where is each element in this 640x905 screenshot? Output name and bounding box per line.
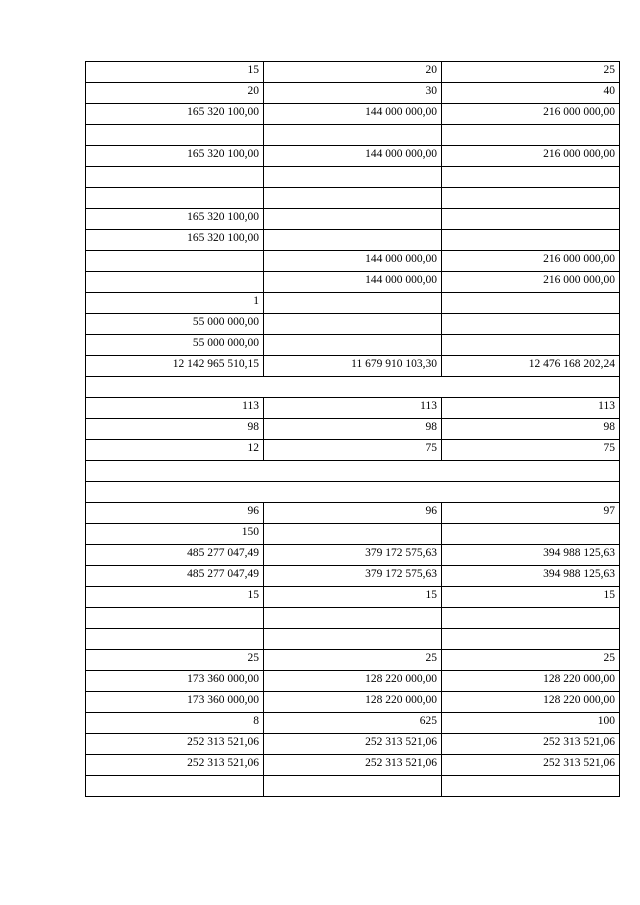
table-cell: 40 bbox=[442, 83, 620, 104]
table-cell: 485 277 047,49 bbox=[86, 566, 264, 587]
table-row bbox=[86, 545, 620, 566]
table-row bbox=[86, 398, 620, 419]
table-cell: 15 bbox=[86, 587, 264, 608]
table-cell bbox=[442, 293, 620, 314]
table-cell: 144 000 000,00 bbox=[264, 104, 442, 125]
table-cell bbox=[442, 167, 620, 188]
table-row bbox=[86, 272, 620, 293]
table-cell: 252 313 521,06 bbox=[264, 755, 442, 776]
table-cell bbox=[264, 776, 442, 797]
table-cell: 144 000 000,00 bbox=[264, 272, 442, 293]
table-cell: 165 320 100,00 bbox=[86, 104, 264, 125]
table-cell: 15 bbox=[264, 587, 442, 608]
table-cell: 485 277 047,49 bbox=[86, 545, 264, 566]
table-row bbox=[86, 314, 620, 335]
table-cell: 379 172 575,63 bbox=[264, 545, 442, 566]
table-cell: 394 988 125,63 bbox=[442, 566, 620, 587]
table-cell: 12 476 168 202,24 bbox=[442, 356, 620, 377]
table-row bbox=[86, 356, 620, 377]
table-row bbox=[86, 608, 620, 629]
table-cell: 97 bbox=[442, 503, 620, 524]
table-cell: 12 142 965 510,15 bbox=[86, 356, 264, 377]
table-cell: 165 320 100,00 bbox=[86, 230, 264, 251]
table-row bbox=[86, 230, 620, 251]
table-cell: 128 220 000,00 bbox=[442, 692, 620, 713]
table-cell: 128 220 000,00 bbox=[264, 692, 442, 713]
table-cell: 20 bbox=[264, 62, 442, 83]
table-cell: 216 000 000,00 bbox=[442, 104, 620, 125]
table-row bbox=[86, 377, 620, 398]
table-cell: 98 bbox=[264, 419, 442, 440]
table-row bbox=[86, 482, 620, 503]
table-cell: 113 bbox=[86, 398, 264, 419]
table-row bbox=[86, 629, 620, 650]
table-cell bbox=[442, 629, 620, 650]
table-cell: 25 bbox=[442, 650, 620, 671]
table-cell bbox=[442, 524, 620, 545]
table-cell bbox=[86, 167, 264, 188]
table-cell-merged bbox=[86, 461, 620, 482]
table-cell: 30 bbox=[264, 83, 442, 104]
table-row bbox=[86, 650, 620, 671]
table-cell: 173 360 000,00 bbox=[86, 671, 264, 692]
table-cell: 173 360 000,00 bbox=[86, 692, 264, 713]
table-cell: 12 bbox=[86, 440, 264, 461]
table-cell bbox=[86, 608, 264, 629]
table-cell: 15 bbox=[442, 587, 620, 608]
table-cell: 15 bbox=[86, 62, 264, 83]
table-cell: 165 320 100,00 bbox=[86, 209, 264, 230]
table-row bbox=[86, 251, 620, 272]
table-cell bbox=[264, 167, 442, 188]
table-row bbox=[86, 713, 620, 734]
table-cell bbox=[442, 335, 620, 356]
table-row bbox=[86, 293, 620, 314]
table-row bbox=[86, 755, 620, 776]
table-cell: 144 000 000,00 bbox=[264, 146, 442, 167]
table-row bbox=[86, 62, 620, 83]
table-row bbox=[86, 776, 620, 797]
table-cell: 100 bbox=[442, 713, 620, 734]
table-cell: 1 bbox=[86, 293, 264, 314]
table-cell-merged bbox=[86, 377, 620, 398]
table-cell bbox=[264, 188, 442, 209]
table-cell bbox=[86, 776, 264, 797]
table-cell: 25 bbox=[86, 650, 264, 671]
table-cell bbox=[86, 125, 264, 146]
table-cell: 128 220 000,00 bbox=[264, 671, 442, 692]
table-row bbox=[86, 188, 620, 209]
table-cell: 252 313 521,06 bbox=[442, 755, 620, 776]
table-cell: 75 bbox=[442, 440, 620, 461]
table-cell: 144 000 000,00 bbox=[264, 251, 442, 272]
table-cell bbox=[264, 314, 442, 335]
table-cell bbox=[442, 608, 620, 629]
table-cell bbox=[86, 629, 264, 650]
table-row bbox=[86, 587, 620, 608]
table-row bbox=[86, 104, 620, 125]
table-row bbox=[86, 335, 620, 356]
table-row bbox=[86, 167, 620, 188]
table-row bbox=[86, 524, 620, 545]
table-row bbox=[86, 83, 620, 104]
document-page bbox=[85, 61, 616, 797]
table-cell bbox=[264, 629, 442, 650]
table-cell: 252 313 521,06 bbox=[86, 734, 264, 755]
table-cell bbox=[264, 524, 442, 545]
table-cell: 379 172 575,63 bbox=[264, 566, 442, 587]
table-cell bbox=[442, 314, 620, 335]
table-cell: 20 bbox=[86, 83, 264, 104]
table-cell: 216 000 000,00 bbox=[442, 272, 620, 293]
table-row bbox=[86, 692, 620, 713]
table-row bbox=[86, 734, 620, 755]
table-row bbox=[86, 440, 620, 461]
table-cell: 96 bbox=[86, 503, 264, 524]
table-cell bbox=[86, 251, 264, 272]
table-cell: 75 bbox=[264, 440, 442, 461]
table-cell bbox=[442, 776, 620, 797]
table-cell bbox=[264, 293, 442, 314]
table-cell bbox=[442, 125, 620, 146]
table-cell bbox=[442, 209, 620, 230]
table-cell: 150 bbox=[86, 524, 264, 545]
table-cell: 98 bbox=[86, 419, 264, 440]
table-cell bbox=[86, 188, 264, 209]
table-cell: 98 bbox=[442, 419, 620, 440]
table-cell: 252 313 521,06 bbox=[264, 734, 442, 755]
financial-table bbox=[85, 61, 620, 797]
table-cell bbox=[264, 608, 442, 629]
table-cell: 625 bbox=[264, 713, 442, 734]
table-body bbox=[86, 62, 620, 797]
table-cell: 216 000 000,00 bbox=[442, 251, 620, 272]
table-cell: 113 bbox=[264, 398, 442, 419]
table-cell-merged bbox=[86, 482, 620, 503]
table-cell bbox=[264, 125, 442, 146]
table-cell: 55 000 000,00 bbox=[86, 314, 264, 335]
table-cell: 252 313 521,06 bbox=[86, 755, 264, 776]
table-row bbox=[86, 125, 620, 146]
table-cell bbox=[264, 230, 442, 251]
table-cell: 96 bbox=[264, 503, 442, 524]
table-row bbox=[86, 461, 620, 482]
table-cell: 252 313 521,06 bbox=[442, 734, 620, 755]
table-cell: 128 220 000,00 bbox=[442, 671, 620, 692]
table-cell: 25 bbox=[264, 650, 442, 671]
table-cell: 165 320 100,00 bbox=[86, 146, 264, 167]
table-row bbox=[86, 566, 620, 587]
table-cell bbox=[442, 188, 620, 209]
table-cell: 113 bbox=[442, 398, 620, 419]
table-row bbox=[86, 419, 620, 440]
table-cell: 8 bbox=[86, 713, 264, 734]
table-row bbox=[86, 503, 620, 524]
table-row bbox=[86, 146, 620, 167]
table-cell bbox=[264, 335, 442, 356]
table-row bbox=[86, 671, 620, 692]
table-cell: 11 679 910 103,30 bbox=[264, 356, 442, 377]
table-cell: 55 000 000,00 bbox=[86, 335, 264, 356]
table-cell bbox=[264, 209, 442, 230]
table-cell bbox=[86, 272, 264, 293]
table-cell: 25 bbox=[442, 62, 620, 83]
table-cell: 216 000 000,00 bbox=[442, 146, 620, 167]
table-cell: 394 988 125,63 bbox=[442, 545, 620, 566]
table-row bbox=[86, 209, 620, 230]
table-cell bbox=[442, 230, 620, 251]
